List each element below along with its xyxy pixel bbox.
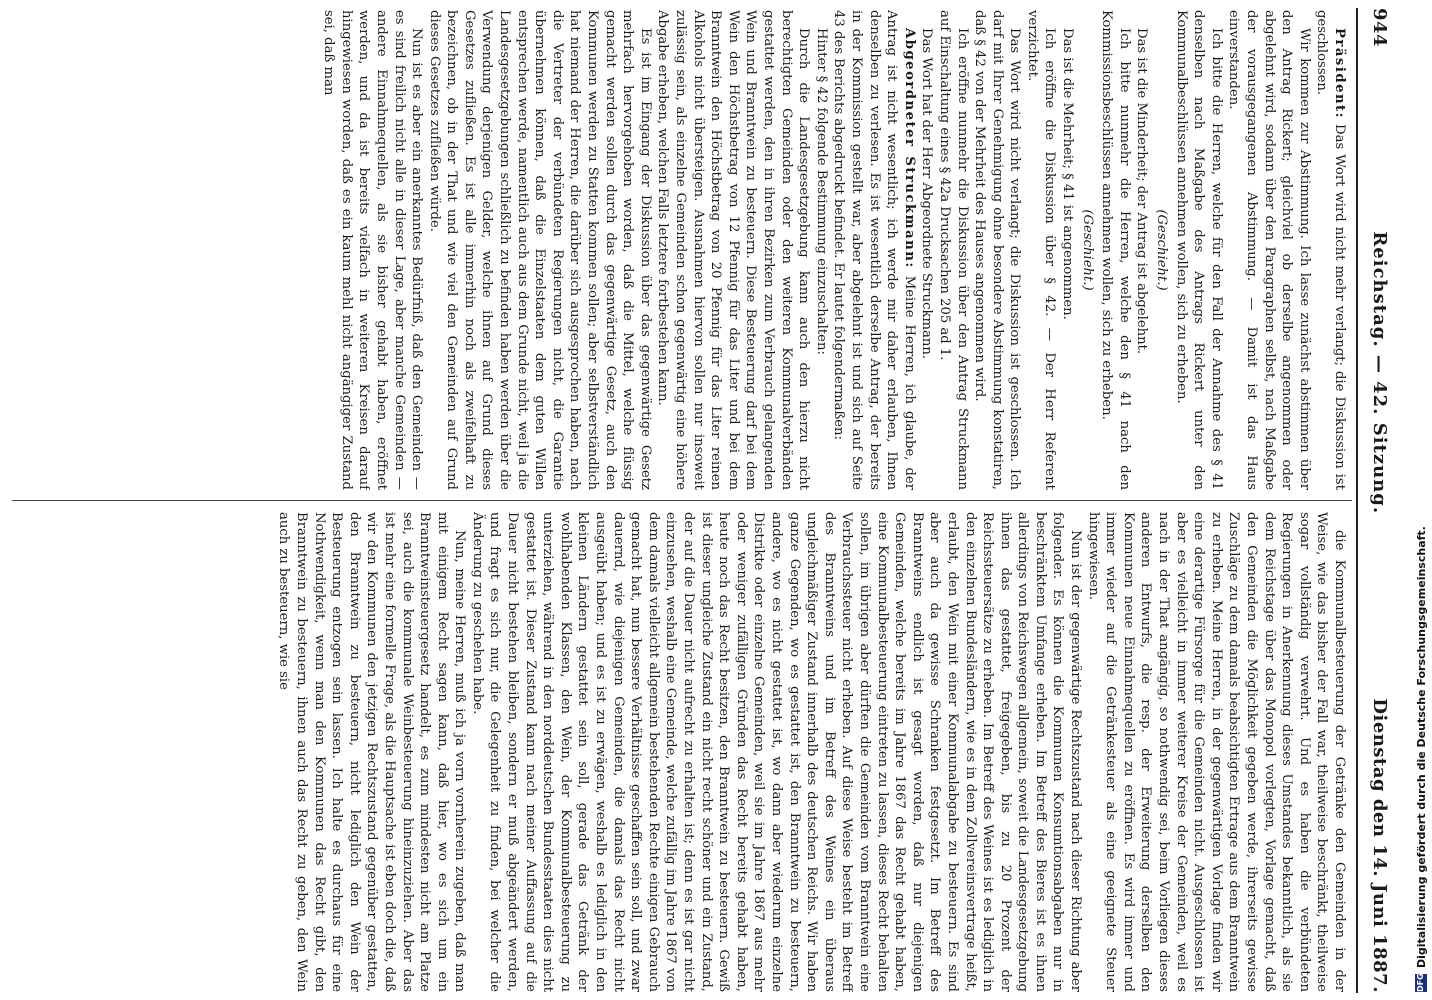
stage-direction: (Geschieht.) bbox=[1154, 209, 1170, 291]
text-paragraph: Nun, meine Herren, muß ich ja vorn vornherein zugeben, daß man mit einigem Recht sagen kann, daß hier, wo es sich um ein Branntweinsteuergesetz handelt, es zum mindesten nicht am Platze sei, auch die kommunale Weinbesteuerung hineinzuziehen. Aber das ist mehr eine formelle Frage, als die Hauptsache ist eben doch die, daß wir den Kommunen den jetzigen Rechtszustand gegenüber gestatten, den Branntwein zu besteuern, nicht lediglich den Wein der Besteuerung entzogen sein lassen. Ich halte es durchaus für eine Nothwendigkeit, wenn man den Kommunen das Recht gibt, den Branntwein zu besteuern, ihnen auch das Recht zu geben, den Wein auch zu besteuern, wie sie bbox=[276, 512, 468, 992]
speech-text: Das Wort wird nicht mehr verlangt; die Diskussion ist geschlossen. bbox=[1314, 10, 1347, 490]
session-date: Dienstag den 14. Juni 1887. bbox=[1369, 698, 1390, 993]
text-paragraph: Ich bitte nunmehr die Herren, welche den § 41 nach den Kommissionsbeschlüssen annehmen wollen, sich zu erheben. bbox=[1099, 10, 1132, 490]
speech-paragraph bbox=[830, 10, 918, 490]
left-column bbox=[13, 10, 1348, 490]
header-rule bbox=[1356, 8, 1358, 993]
text-paragraph: Ich bitte die Herren, welche für den Fall der Annahme des § 41 denselben nach Maßgabe des Antrags Rickert unter den Kommunalbeschlüssen annehmen wollen, sich zu erheben. bbox=[1173, 10, 1224, 490]
page-header bbox=[1360, 8, 1390, 993]
page-number: 944 bbox=[1369, 8, 1390, 48]
text-paragraph: Durch die Landesgesetzgebung kann auch den hierzu nicht berechtigten Gemeinden oder den weiteren Kommunalverbänden gestattet werden, den in ihren Bezirken zum Verbrauch gelangenden Wein und Branntwein zu besteuern. Diese Besteuerung darf bei dem Wein den Höchstbetrag von 12 Pfennig für das Liter und bei dem Branntwein den Höchstbetrag von 20 Pfennig für das Liter reinen Alkohols nicht übersteigen. Ausnahmen hiervon sollen nur insoweit zulässig sein, als einzelne Gemeinden schon gegenwärtig eine höhere Abgabe erheben, welchen Falls letztere fortbestehen kann. bbox=[655, 10, 812, 490]
text-paragraph: die Kommunalbesteuerung der Getränke den Gemeinden in der Weise, wie das bisher der Fall war, theilweise beschränkt, theilweise sogar vollständig verwehrt. Und es haben die verbündeten Regierungen in Anerkennung dieses Umstandes bekanntlich, als sie dem Reichstage über das Monopol vorlegten, Vorlage gemacht, daß den Gemeinden die Möglichkeit gegeben werde, ihrerseits gewisse Zuschläge zu dem damals beabsichtigten Ertrage aus dem Branntwein zu erheben. Meine Herren, in der gegenwärtigen Vorlage finden wir eine derartige Fürsorge für die Gemeinden nicht. Ausgeschlossen ist aber es vielleicht in immer weiterer Kreise der Gemeinden, weil es nach in der That angängig, so nothwendig sei, beim Vorliegen dieses anderen Entwurfs, die resp. der Erweiterung derselben den Kommunen neue Einnahmequellen zu eröffnen. Es wird immer und immer wieder auf die Getränkesteuer als eine geeignete Steuer hingewiesen. bbox=[1085, 512, 1347, 992]
text-paragraph: Es ist im Eingang der Diskussion über das gegenwärtige Gesetz mehrfach hervorgehoben worden, daß die Mittel, welche flüssig gemacht werden sollen durch das gegenwärtige Gesetz, auch den Kommunen werden zu Statten kommen sollen; aber selbstverständlich hat niemand der Herren, die darüber sich ausgesprochen haben, nach die Vertreter der verbündeten Regierungen nicht, die Garantie übernehmen können, daß die Einzelstaaten dem guten Willen entsprechen werde, namentlich auch aus dem Grunde nicht, weil ja die Landesgesetzgebungen schließlich zu befinden haben werden über die Verwendung derjenigen Gelder, welche ihnen auf Grund dieses Gesetzes zufließen. Es ist alle immerhin noch als zweifelhaft zu bezeichnen, ob in der That und wie viel den Gemeinden auf Grund dieses Gesetzes zufließen würde. bbox=[426, 10, 653, 490]
text-paragraph: Nun ist der gegenwärtige Rechtszustand nach dieser Richtung aber folgender. Es können die Kommunen Konsumtionsabgaben nur in beschränktem Umfange erheben. Im Betreff des Bieres ist es ihnen allerdings von Reichswegen allgemein, soweit die Landesgesetzgebung ihnen das gestattet, freigegeben, bis zu 20 Prozent der Reichssteuersätze zu erheben. Im Betreff des Weines ist es lediglich in den einzelnen Bundesländern, wie es in dem Zollvereinsvertrage heißt, erlaubt, den Wein mit einer Kommunalabgabe zu besteuern. Es sind aber auch da gewisse Schranken festgesetzt. Im Betreff des Branntweins endlich ist gesagt worden, daß nur diejenigen Gemeinden, welche bereits im Jahre 1867 das Recht gehabt haben, eine Kommunalbesteuerung eintreten zu lassen, dieses Recht behalten sollen, im übrigen aber dürften die Gemeinden vom Branntwein eine Verbrauchssteuer nicht erheben. Auf diese Weise besteht im Betreff des Branntweins und im Betreff des Weines ein überaus ungleichmäßiger Zustand innerhalb des deutschen Reichs. Wir haben ganze Gegenden, wo es gestattet ist, den Branntwein zu besteuern, andere, wo es nicht gestattet ist, wo dann aber wiederum einzelne Distrikte oder einzelne Gemeinden, weil sie im Jahre 1867 aus mehr oder weniger zufälligen Gründen das Recht bereits gehabt haben, heute noch das Recht besitzen, den Branntwein zu besteuern. Gewiß ist dieser ungleiche Zustand ein nicht recht schöner und ein Zustand, der auf die Dauer nicht aufrecht zu erhalten ist; denn es ist gar nicht einzusehen, weshalb eine Gemeinde, welche zufällig im Jahre 1867 von dem damals vielleicht allgemein bestehenden Rechte einigen Gebrauch gemacht hat, nun bessere Verhältnisse geschaffen sein soll, und zwar dauernd, wie diejenigen Gemeinden, die damals das Recht nicht ausgeübt haben; und es ist zu erwägen, weshalb es lediglich in den kleinen Ländern gestattet sein soll, gerade das Getränk der wohlhabenden Klassen, den Wein, der Kommunalbesteuerung zu unterziehen, während in den norddeutschen Bundesstaaten dies nicht gestattet ist. Dieser Zustand kann nach meiner Auffassung auf die Dauer nicht bestehen bleiben, sondern er muß abgeändert werden, und fragt es sich nur, die Gelegenheit zu finden, bei welcher die Änderung zu geschehen habe. bbox=[469, 512, 1084, 992]
running-title: Reichstag. — 42. Sitzung. bbox=[1369, 231, 1390, 515]
text-paragraph: Nun ist es aber ein anerkanntes Bedürfniß, daß den Gemeinden — es sind freilich nicht alle in dieser Lage, aber manche Gemeinden — andere Einnahmequellen, als sie bisher gehabt haben, eröffnet werden, und da ist bereits vielfach in weiteren Kreisen darauf hingewiesen worden, daß es ein kaum mehl nicht angängiger Zustand sei, daß man bbox=[321, 10, 425, 490]
speaker-name: Abgeordneter Struckmann: bbox=[901, 28, 917, 269]
speech-paragraph bbox=[1313, 10, 1348, 490]
column-divider bbox=[12, 500, 1352, 501]
speech-text: Meine Herren, ich glaube, der Antrag ist nicht wesentlich; ich werde mir daher erlauben, Ihnen denselben zu verlesen. Es ist wesentlich derselbe Antrag, der bereits in der Kommission gestellt war, aber abgelehnt ist und sich auf Seite 43 des Berichts abgedruckt befindet. Er lautet folgendermaßen: bbox=[831, 10, 917, 490]
text-paragraph: Hinter § 42 folgende Bestimmung einzuschalten: bbox=[813, 28, 829, 355]
text-paragraph: Ich eröffne die Diskussion über § 42. — Der Herr Referent verzichtet. bbox=[1024, 10, 1058, 490]
footer-credit: Digitalisierung gefördert durch die Deutsche Forschungsgemeinschaft. bbox=[1414, 526, 1428, 968]
stage-direction: (Geschieht.) bbox=[1079, 209, 1095, 291]
text-paragraph: Das ist die Mehrheit; § 41 ist angenommen. bbox=[1060, 28, 1076, 320]
dfg-logo: DFG bbox=[1416, 973, 1425, 992]
text-paragraph: Das Wort wird nicht verlangt; die Diskussion ist geschlossen. Ich darf mit Ihrer Genehmigung ohne besondere Abstimmung konstatiren, daß § 42 von der Mehrheit des Hauses angenommen wird. bbox=[972, 10, 1023, 490]
text-paragraph: Das Wort hat der Herr Abgeordnete Struckmann. bbox=[919, 28, 935, 360]
right-column bbox=[13, 512, 1348, 992]
text-paragraph: Wir kommen zur Abstimmung. Ich lasse zunächst abstimmen über den Antrag Rickert; gleichviel ob derselbe angenommen oder abgelehnt wird, sodann über den Paragraphen selbst, nach Maßgabe der vorausgegangenen Abstimmung. — Damit ist das Haus einverstanden. bbox=[1226, 10, 1312, 490]
speaker-name: Präsident: bbox=[1332, 28, 1347, 120]
text-paragraph: Das ist die Minderheit; der Antrag ist abgelehnt. bbox=[1134, 28, 1150, 355]
text-paragraph: Ich eröffne nunmehr die Diskussion über den Antrag Struckmann auf Einschaltung eines § 42a Drucksachen 205 ad 1. bbox=[936, 10, 970, 490]
digitization-footer bbox=[1410, 0, 1432, 1000]
